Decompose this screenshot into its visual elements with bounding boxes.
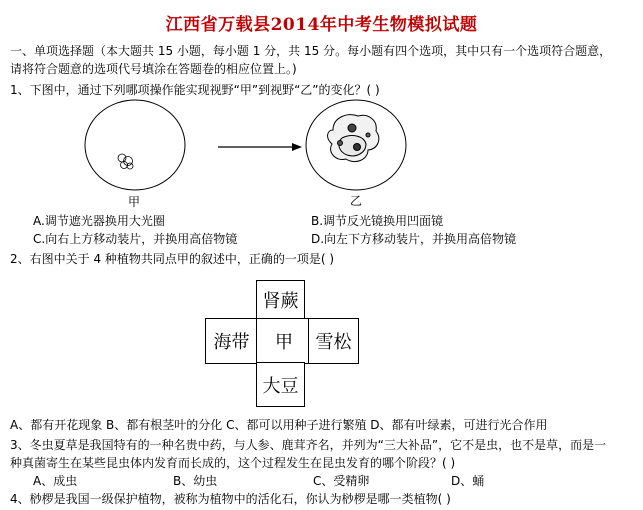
cell-top: 肾蕨 — [256, 280, 305, 319]
q2-options: A、都有开花现象 B、都有根茎叶的分化 C、都可以用种子进行繁殖 D、都有叶绿素，可进行光合作用 — [10, 418, 548, 432]
q3-stem-line1: 3、冬虫夏草是我国特有的一种名贵中药，与人参、鹿茸齐名，并列为“三大补品”，它不是虫，也不是草，而是一 — [10, 438, 607, 452]
q3-option-c: C、受精卵 — [313, 474, 370, 488]
field-left-label: 甲 — [128, 195, 141, 209]
q1-option-d: D.向左下方移动装片，并换用高倍物镜 — [311, 232, 517, 246]
q1-option-c: C.向右上方移动装片，并换用高倍物镜 — [33, 232, 238, 246]
arrow-head-icon — [292, 143, 302, 151]
q4-stem: 4、桫椤是我国一级保护植物，被称为植物中的活化石，你认为桫椤是哪一类植物( ) — [10, 492, 451, 506]
field-left-circle — [85, 100, 185, 190]
q1-stem: 1、下图中，通过下列哪项操作能实现视野“甲”到视野“乙”的变化？( ) — [10, 83, 380, 97]
cell-bottom: 大豆 — [256, 362, 305, 407]
q3-option-b: B、幼虫 — [173, 474, 218, 488]
large-cells-icon — [328, 115, 379, 162]
small-cells-icon — [118, 154, 133, 169]
q1-option-b: B.调节反光镜换用凹面镜 — [311, 214, 444, 228]
q2-stem: 2、右图中关于 4 种植物共同点甲的叙述中，正确的一项是( ) — [10, 252, 335, 266]
q3-option-d: D、蛹 — [451, 474, 485, 488]
section-intro-line1: 一、单项选择题（本大题共 15 小题，每小题 1 分，共 15 分。每小题有四个选项，其中只有一个选项符合题意， — [10, 44, 612, 58]
q1-option-a: A.调节遮光器换用大光圈 — [33, 214, 165, 228]
cell-center: 甲 — [256, 318, 312, 364]
q3-stem-line2: 种真菌寄生在某些昆虫体内发育而长成的，这个过程发生在昆虫发育的哪个阶段？( ) — [10, 456, 456, 470]
q3-option-a: A、成虫 — [33, 474, 78, 488]
cell-right: 雪松 — [308, 318, 359, 364]
field-right-label: 乙 — [350, 194, 363, 208]
page-title: 江西省万载县2014年中考生物模拟试题 — [165, 15, 478, 35]
cell-left: 海带 — [205, 318, 258, 364]
section-intro-line2: 请将符合题意的选项代号填涂在答题卷的相应位置上。) — [10, 62, 297, 76]
